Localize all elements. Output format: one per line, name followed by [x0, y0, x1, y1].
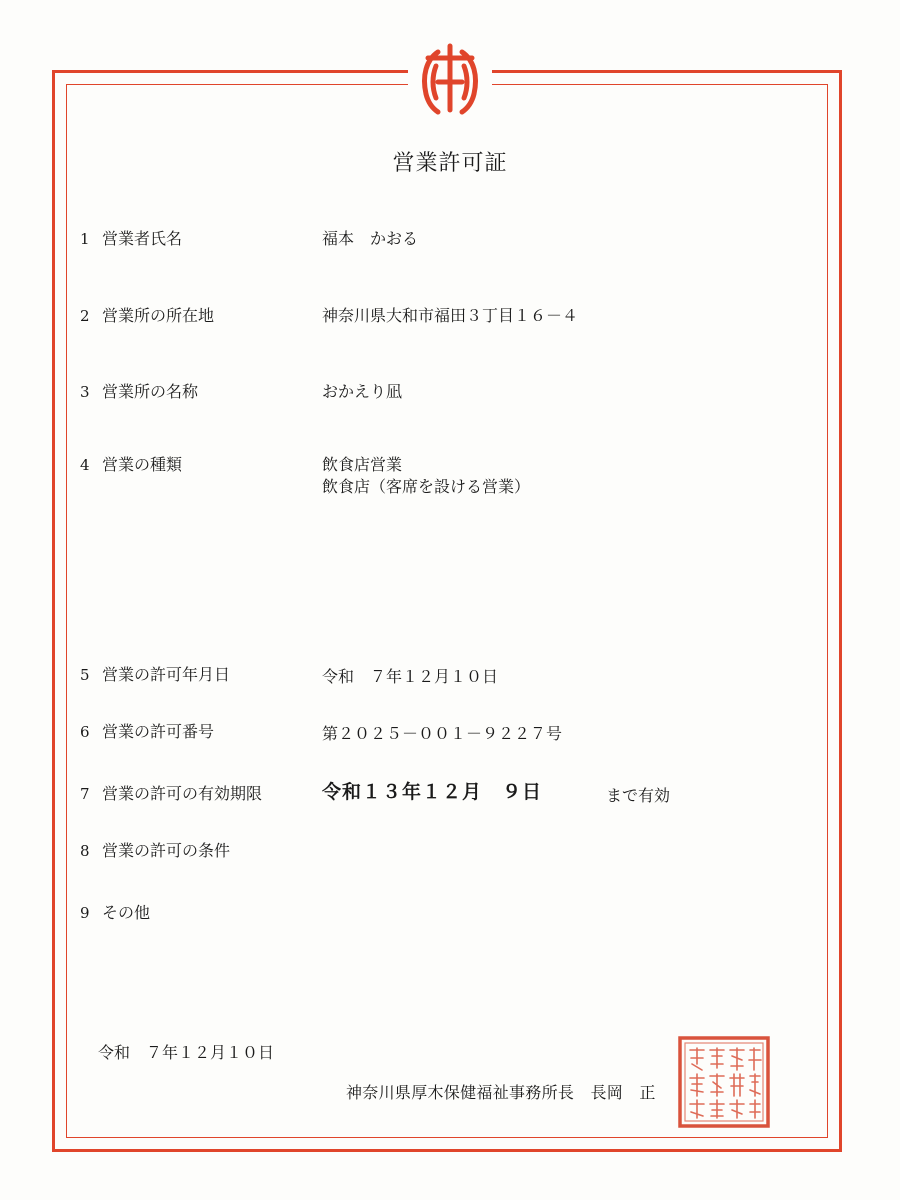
issuer-name: 神奈川県厚木保健福祉事務所長 長岡 正: [346, 1083, 656, 1102]
field-label: 営業の許可年月日: [102, 665, 231, 684]
field-number: 5: [80, 666, 90, 684]
field-label: 営業の許可の条件: [102, 841, 231, 860]
field-value: 福本 かおる: [322, 229, 419, 248]
field-value: 令和 ７年１２月１０日: [322, 667, 499, 686]
field-number: 7: [80, 785, 90, 803]
field-number: 1: [80, 230, 90, 248]
field-number: 6: [80, 723, 90, 741]
field-number: 3: [80, 383, 90, 401]
issue-date: 令和 ７年１２月１０日: [98, 1043, 275, 1062]
field-label: 営業の種類: [102, 455, 183, 474]
field-number: 2: [80, 307, 90, 325]
field-value-line-1: 飲食店営業: [322, 455, 403, 474]
field-number: 9: [80, 904, 90, 922]
field-value: 神奈川県大和市福田３丁目１６－４: [322, 306, 579, 325]
field-label: 営業所の名称: [102, 382, 199, 401]
field-label: 営業の許可番号: [102, 722, 215, 741]
field-number: 4: [80, 456, 90, 474]
field-label: その他: [102, 903, 151, 922]
document-title: 営業許可証: [392, 151, 508, 176]
field-value-line-2: 飲食店（客席を設ける営業）: [322, 477, 531, 496]
field-value: 令和１３年１２月 ９日: [322, 781, 543, 803]
prefecture-emblem-icon: [408, 36, 492, 120]
field-label: 営業所の所在地: [102, 306, 215, 325]
field-suffix: まで有効: [606, 786, 671, 805]
field-label: 営業の許可の有効期限: [102, 784, 263, 803]
field-value: 第２０２５－００１－９２２７号: [322, 724, 563, 743]
field-number: 8: [80, 842, 90, 860]
field-value: おかえり凪: [322, 382, 403, 401]
official-seal-icon: [676, 1034, 772, 1130]
field-label: 営業者氏名: [102, 229, 183, 248]
